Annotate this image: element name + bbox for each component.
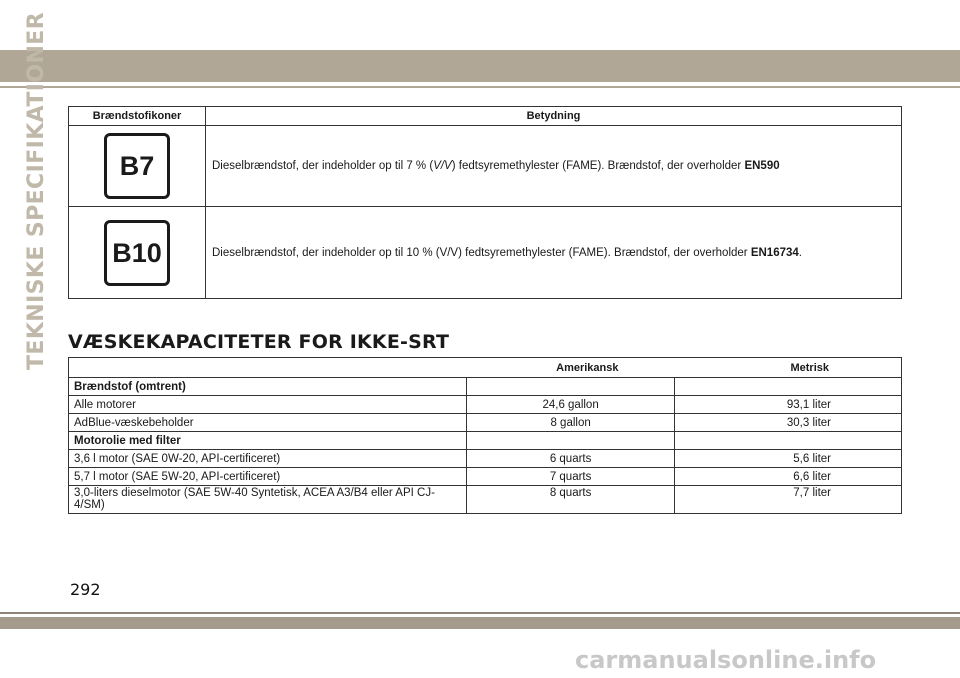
page-number: 292 bbox=[70, 580, 101, 599]
fuel-row-b10 bbox=[69, 207, 902, 299]
footer-rule bbox=[0, 612, 960, 614]
table-row: 5,7 l motor (SAE 5W-20, API-certificeret) 7 quarts 6,6 liter bbox=[69, 468, 902, 486]
b7-fuel-icon: B7 bbox=[104, 133, 170, 199]
capacity-header-blank bbox=[69, 358, 467, 378]
fluid-capacity-table bbox=[68, 357, 902, 514]
header-band bbox=[0, 50, 960, 82]
footer-band bbox=[0, 617, 960, 629]
fuel-table-header bbox=[69, 107, 902, 126]
fuel-desc-b7: Dieselbrændstof, der indeholder op til 7 % (V/V) fedtsyremethylester (FAME). Brændstof, der overholder EN590 bbox=[206, 126, 902, 207]
table-row: 3,6 l motor (SAE 0W-20, API-certificeret) 6 quarts 5,6 liter bbox=[69, 450, 902, 468]
fuel-icons-table bbox=[68, 106, 902, 299]
capacity-table-header bbox=[69, 358, 902, 378]
fuel-row-b7 bbox=[69, 126, 902, 207]
watermark: carmanualsonline.info bbox=[575, 646, 877, 674]
capacity-header-metric: Metrisk bbox=[675, 358, 902, 378]
fuel-header-icons: Brændstofikoner bbox=[69, 107, 206, 126]
b10-fuel-icon: B10 bbox=[104, 220, 170, 286]
section-title: VÆSKEKAPACITETER FOR IKKE-SRT bbox=[68, 331, 450, 353]
table-row: Alle motorer 24,6 gallon 93,1 liter bbox=[69, 396, 902, 414]
header-rule bbox=[0, 86, 960, 88]
table-row: AdBlue-væskebeholder 8 gallon 30,3 liter bbox=[69, 414, 902, 432]
fuel-header-meaning: Betydning bbox=[206, 107, 902, 126]
fuel-desc-b10: Dieselbrændstof, der indeholder op til 10 % (V/V) fedtsyremethylester (FAME). Brændstof, der overholder EN16734. bbox=[206, 207, 902, 299]
standard-en16734: EN16734 bbox=[750, 246, 799, 259]
table-row: Brændstof (omtrent) bbox=[69, 378, 902, 396]
table-row: 3,0-liters dieselmotor (SAE 5W-40 Syntetisk, ACEA A3/B4 eller API CJ-4/SM) 8 quarts 7,7 liter bbox=[69, 486, 902, 514]
section-side-title: TEKNISKE SPECIFIKATIONER bbox=[24, 11, 49, 370]
standard-en590: EN590 bbox=[744, 160, 780, 172]
table-row: Motorolie med filter bbox=[69, 432, 902, 450]
capacity-header-us: Amerikansk bbox=[467, 358, 675, 378]
